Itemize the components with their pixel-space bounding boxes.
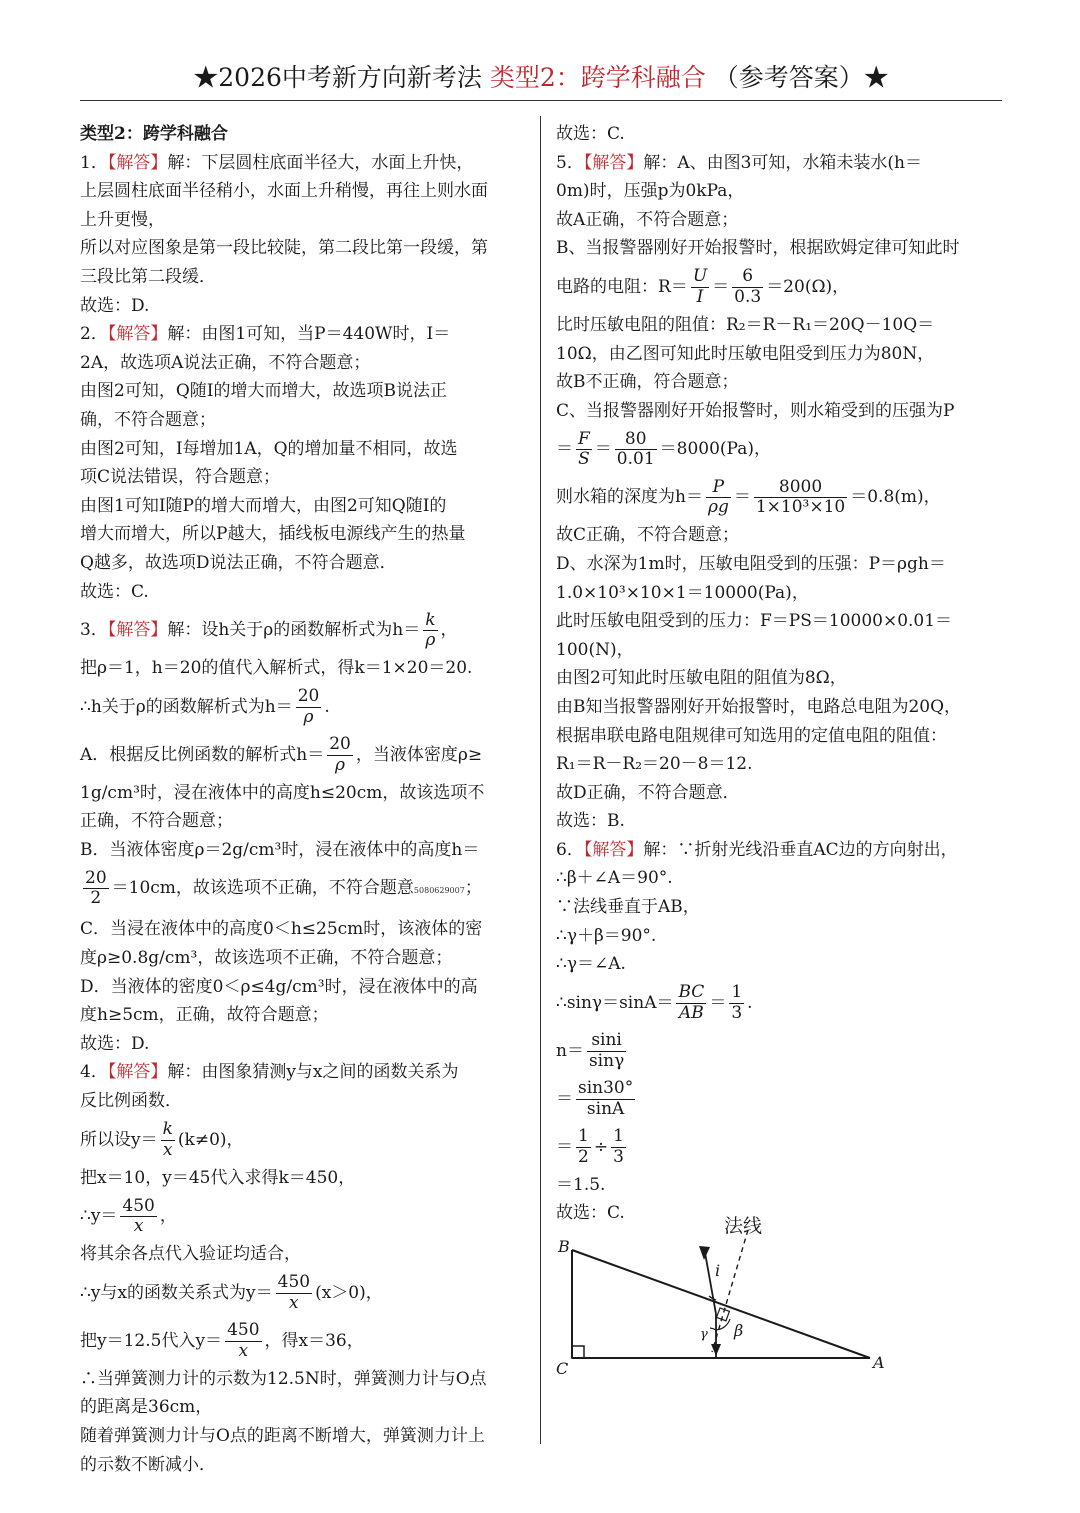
q3-line-12: 度h≥5cm，正确，故符合题意； bbox=[80, 1005, 329, 1026]
q1-answer: 故选：D. bbox=[80, 295, 150, 316]
fraction: $\frac{k}{x}$ bbox=[162, 1119, 173, 1160]
fraction: $\frac{450}{x}$ bbox=[227, 1320, 260, 1361]
q4-line-6: 将其余各点代入验证均适合， bbox=[80, 1244, 301, 1265]
fraction: $\frac{\sin i}{\sin\gamma}$ bbox=[588, 1030, 625, 1071]
q4-line-4: 把x＝10，y＝45代入求得k＝450， bbox=[80, 1167, 356, 1188]
q2-line-5: 由图2可知，I每增加1A，Q的增加量不相同，故选 bbox=[80, 438, 458, 459]
q2-line-9: Q越多，故选项D说法正确，不符合题意． bbox=[80, 552, 397, 573]
q4-answer: 故选：C. bbox=[556, 124, 625, 144]
q5-line-15: 此时压敏电阻受到的压力：F＝PS＝10000×0.01＝ bbox=[556, 611, 953, 632]
q6-line-9: ＝ $\frac{1}{2}$ ÷ $\frac{1}{3}$ bbox=[556, 1126, 624, 1167]
document-id: 5080629007 bbox=[413, 886, 465, 896]
label-beta: β bbox=[734, 1321, 744, 1340]
q3-line-11: D．当液体的密度0＜ρ≤4g/cm³时，浸在液体中的高 bbox=[80, 976, 478, 997]
fraction: $\frac{20}{2}$ bbox=[85, 867, 107, 909]
incident-ray bbox=[704, 1247, 716, 1314]
right-angle-mark-normal bbox=[717, 1308, 730, 1321]
label-normal: 法线 bbox=[724, 1215, 763, 1237]
q3-line-1: 3．【解答】解：设h关于ρ的函数解析式为h＝ $\frac{k}{\rho}$ ， bbox=[80, 609, 458, 651]
side-ab bbox=[572, 1250, 870, 1358]
fraction: $\frac{k}{\rho}$ bbox=[425, 609, 436, 651]
q6-line-10: ＝1.5. bbox=[556, 1174, 606, 1195]
q5-line-9: C、当报警器刚好开始报警时，则水箱受到的压强为P bbox=[556, 400, 955, 421]
q3-line-8: $\frac{20}{2}$ ＝10cm，故该选项不正确，不符合题意5080629007； bbox=[85, 867, 482, 909]
q5-line-8: 故B不正确，符合题意； bbox=[556, 372, 739, 393]
q4-line-2: 反比例函数． bbox=[80, 1091, 182, 1112]
q1-line-3: 上升更慢， bbox=[80, 209, 165, 230]
q5-line-12: 故C正确，不符合题意； bbox=[556, 525, 740, 546]
fraction: $\frac{20}{\rho}$ bbox=[329, 734, 351, 775]
q5-line-19: 根据串联电路电阻规律可知选用的定值电阻的阻值： bbox=[556, 725, 947, 746]
q3-line-5: 1g/cm³时，浸在液体中的高度h≤20cm，故该选项不 bbox=[80, 782, 485, 803]
fraction: $\frac{U}{I}$ bbox=[692, 266, 708, 307]
q6-line-2: ∴β＋∠A＝90°. bbox=[556, 868, 673, 889]
q4-line-11: 随着弹簧测力计与O点的距离不断增大，弹簧测力计上 bbox=[80, 1426, 485, 1446]
fraction: $\frac{BC}{AB}$ bbox=[678, 982, 705, 1023]
q1-line-2: 上层圆柱底面半径稍小，水面上升稍慢，再往上则水面 bbox=[80, 181, 488, 202]
q6-line-5: ∴γ＝∠A. bbox=[556, 954, 626, 975]
q5-line-20: R₁＝R－R₂＝20－8＝12. bbox=[556, 754, 753, 775]
q2-line-4: 确，不符合题意； bbox=[80, 409, 216, 430]
q5-line-14: 1.0×10³×10×1＝10000(Pa)， bbox=[556, 582, 809, 603]
refracted-arrow bbox=[711, 1344, 721, 1356]
q5-line-2: 0m)时，压强p为0kPa， bbox=[556, 181, 745, 202]
angle-beta-arc bbox=[716, 1319, 730, 1330]
fraction: $\frac{6}{0.3}$ bbox=[734, 266, 762, 307]
q4-line-9: ∴当弹簧测力计的示数为12.5N时，弹簧测力计与O点 bbox=[80, 1368, 487, 1389]
label-i: i bbox=[715, 1261, 721, 1280]
header-title-type: 类型2：跨学科融合 bbox=[489, 63, 706, 92]
answer-tag: 【解答】 bbox=[107, 152, 168, 173]
fraction: $\frac{\sin 30^\circ}{\sin A}$ bbox=[578, 1078, 634, 1119]
label-a: A bbox=[873, 1353, 885, 1372]
q1-line-4: 所以对应图象是第一段比较陡，第二段比第一段缓，第 bbox=[80, 238, 488, 259]
answer-tag: 【解答】 bbox=[107, 1062, 168, 1083]
q5-line-21: 故D正确，不符合题意． bbox=[556, 782, 740, 803]
q3-line-7: B．当液体密度ρ＝2g/cm³时，浸在液体中的高度h＝ bbox=[80, 839, 480, 860]
q5-line-3: 故A正确，不符合题意； bbox=[556, 209, 739, 230]
fraction: $\frac{1}{2}$ bbox=[578, 1126, 589, 1167]
left-column bbox=[80, 120, 528, 1479]
q2-line-6: 项C说法错误，符合题意； bbox=[80, 467, 281, 488]
fraction: $\frac{1}{3}$ bbox=[731, 982, 743, 1023]
q5-line-16: 100(N)， bbox=[556, 639, 634, 660]
q3-line-9: C．当浸在液体中的高度0＜h≤25cm时，该液体的密 bbox=[80, 919, 483, 940]
q5-answer: 故选：B. bbox=[556, 811, 625, 832]
q2-line-2: 2A，故选项A说法正确，不符合题意； bbox=[80, 352, 371, 373]
q5-line-1: 5．【解答】解：A、由图3可知，水箱未装水(h＝ bbox=[556, 152, 923, 173]
header-title-suffix: （参考答案）★ bbox=[713, 63, 889, 92]
label-gamma: γ bbox=[700, 1327, 708, 1342]
q3-line-4: A．根据反比例函数的解析式h＝ $\frac{20}{\rho}$ ，当液体密度ρ≥ bbox=[80, 734, 483, 775]
q1-line-5: 三段比第二段缓． bbox=[80, 266, 216, 287]
q6-line-3: ∵法线垂直于AB， bbox=[556, 897, 700, 918]
right-column bbox=[556, 120, 1002, 1228]
q5-line-18: 由B知当报警器刚好开始报警时，电路总电阻为20Q， bbox=[556, 696, 962, 717]
q6-line-6: ∴sinγ＝sinA＝ $\frac{BC}{AB}$ ＝ $\frac{1}{3}$ . bbox=[556, 982, 753, 1023]
answer-tag: 【解答】 bbox=[107, 324, 168, 345]
q4-line-10: 的距离是36cm， bbox=[80, 1397, 213, 1418]
right-angle-mark-c bbox=[572, 1346, 584, 1358]
answer-tag: 【解答】 bbox=[583, 839, 644, 860]
section-title: 类型2：跨学科融合 bbox=[80, 124, 228, 144]
label-c: C bbox=[556, 1359, 569, 1378]
header-divider bbox=[80, 100, 1002, 101]
q5-line-4: B、当报警器刚好开始报警时，根据欧姆定律可知此时 bbox=[556, 238, 960, 259]
refraction-diagram bbox=[552, 1212, 892, 1382]
q5-line-7: 10Ω，由乙图可知此时压敏电阻受到压力为80N， bbox=[556, 343, 935, 364]
q2-line-1: 2．【解答】解：由图1可知，当P＝440W时，I＝ bbox=[80, 324, 451, 345]
q6-line-7: n＝ $\frac{\sin i}{\sin\gamma}$ bbox=[556, 1030, 625, 1071]
q3-answer: 故选：D. bbox=[80, 1033, 150, 1054]
q6-line-4: ∴γ＋β＝90°. bbox=[556, 925, 657, 946]
q6-answer: 故选：C. bbox=[556, 1203, 625, 1224]
q4-line-7: ∴y与x的函数关系式为y＝ $\frac{450}{x}$ (x＞0)， bbox=[80, 1272, 383, 1313]
label-b: B bbox=[558, 1237, 570, 1256]
page-header bbox=[80, 56, 1002, 100]
q1-line-1: 1．【解答】解：下层圆柱底面半径大，水面上升快， bbox=[80, 152, 474, 173]
incident-arrow bbox=[699, 1246, 710, 1260]
q4-line-8: 把y＝12.5代入y＝ $\frac{450}{x}$ ，得x＝36， bbox=[80, 1320, 364, 1361]
q5-line-17: 由图2可知此时压敏电阻的阻值为8Ω， bbox=[556, 668, 847, 689]
q5-line-11: 则水箱的深度为h＝ $\frac{P}{\rho g}$ ＝ $\frac{8000}{\text{1×10³×10}}$ ＝0.8(m)， bbox=[556, 476, 941, 518]
fraction: $\frac{F}{S}$ bbox=[578, 428, 590, 470]
fraction: $\frac{8000}{\text{1×10³×10}}$ bbox=[755, 476, 846, 518]
q5-line-10: ＝ $\frac{F}{S}$ ＝ $\frac{80}{0.01}$ ＝8000(Pa)， bbox=[556, 428, 771, 470]
fraction: $\frac{1}{3}$ bbox=[613, 1126, 624, 1167]
fraction: $\frac{450}{x}$ bbox=[122, 1195, 155, 1237]
q5-line-6: 比时压敏电阻的阻值：R₂＝R－R₁＝20Q－10Q＝ bbox=[556, 314, 935, 335]
column-divider bbox=[540, 116, 541, 1444]
angle-gamma-arc bbox=[710, 1328, 716, 1330]
answer-tag: 【解答】 bbox=[583, 152, 644, 173]
fraction: $\frac{450}{x}$ bbox=[277, 1272, 311, 1313]
q6-line-1: 6．【解答】解：∵折射光线沿垂直AC边的方向射出， bbox=[556, 839, 958, 860]
fraction: $\frac{80}{0.01}$ bbox=[616, 428, 655, 470]
q4-line-3: 所以设y＝ $\frac{k}{x}$ (k≠0)， bbox=[80, 1119, 244, 1160]
q4-line-12: 的示数不断减小． bbox=[80, 1454, 216, 1475]
q2-line-8: 增大而增大，所以P越大，插线板电源线产生的热量 bbox=[80, 524, 466, 545]
q2-line-7: 由图1可知I随P的增大而增大，由图2可知Q随I的 bbox=[80, 495, 447, 516]
q5-line-5: 电路的电阻：R＝ $\frac{U}{I}$ ＝ $\frac{6}{0.3}$ ＝20(Ω)， bbox=[556, 266, 850, 307]
q2-answer: 故选：C. bbox=[80, 581, 149, 602]
q4-line-5: ∴y＝ $\frac{450}{x}$ ， bbox=[80, 1195, 177, 1237]
q3-line-2: 把ρ＝1，h＝20的值代入解析式，得k＝1×20＝20. bbox=[80, 658, 473, 679]
q2-line-3: 由图2可知，Q随I的增大而增大，故选项B说法正 bbox=[80, 381, 447, 402]
q6-line-8: ＝ $\frac{\sin 30^\circ}{\sin A}$ bbox=[556, 1078, 634, 1119]
q3-line-6: 正确，不符合题意； bbox=[80, 811, 233, 832]
header-title-main: ★2026中考新方向新考法 bbox=[193, 63, 482, 92]
q3-line-10: 度ρ≥0.8g/cm³，故该选项不正确，不符合题意； bbox=[80, 948, 453, 969]
fraction: $\frac{P}{\rho g}$ bbox=[707, 476, 729, 518]
q3-line-3: ∴h关于ρ的函数解析式为h＝ $\frac{20}{\rho}$ . bbox=[80, 686, 330, 727]
q5-line-13: D、水深为1m时，压敏电阻受到的压强：P＝ρgh＝ bbox=[556, 553, 946, 574]
fraction: $\frac{20}{\rho}$ bbox=[297, 686, 320, 727]
q4-line-1: 4．【解答】解：由图象猜测y与x之间的函数关系为 bbox=[80, 1062, 459, 1083]
answer-tag: 【解答】 bbox=[107, 620, 168, 641]
